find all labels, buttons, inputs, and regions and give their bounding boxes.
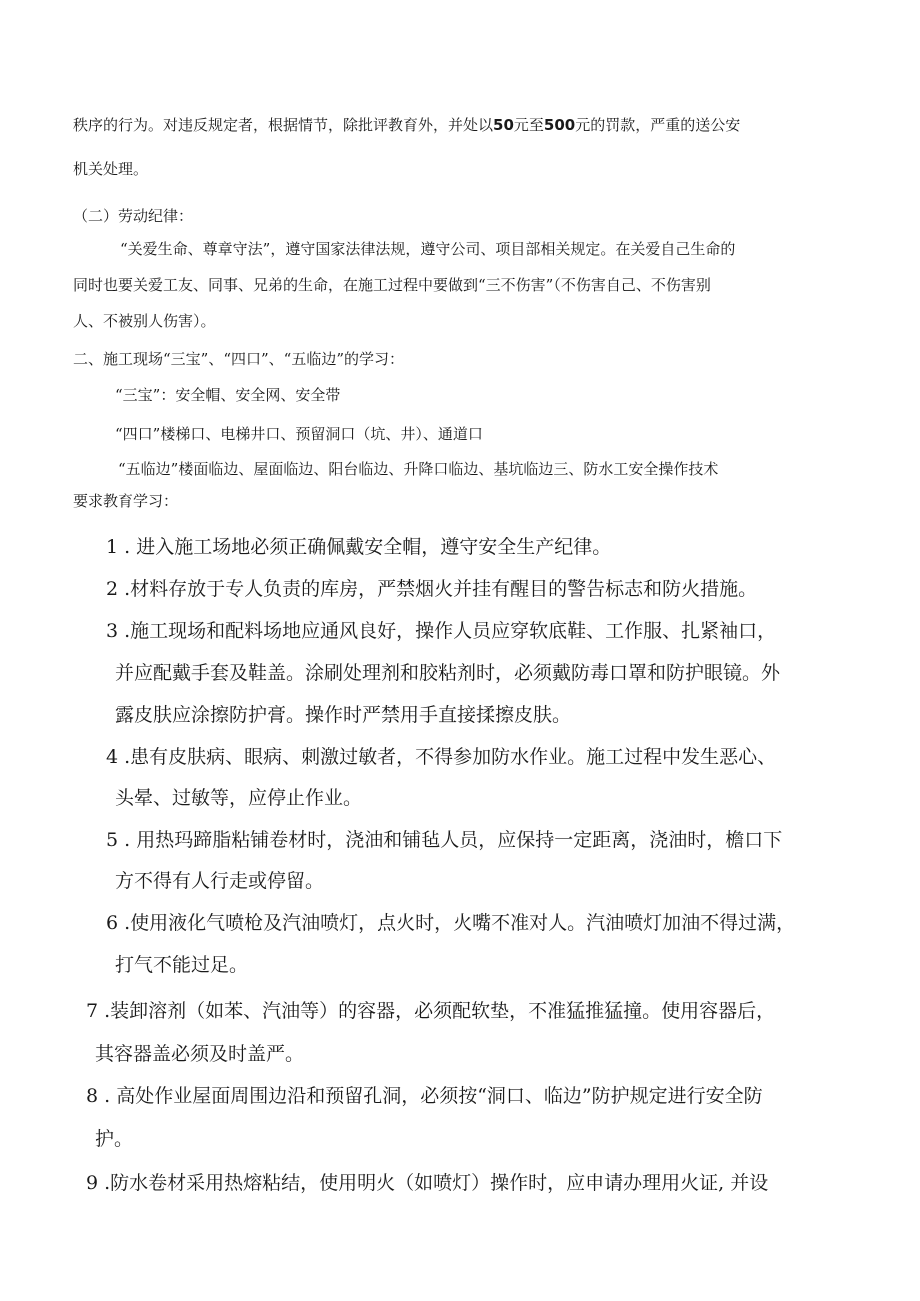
rule-3-line-1: 3 .施工现场和配料场地应通风良好，操作人员应穿软底鞋、工作服、扎紧袖口，: [106, 620, 777, 642]
requirement-line: 要求教育学习：: [73, 492, 179, 510]
labor-para-line-1: “关爱生命、尊章守法”，遵守国家法律法规，遵守公司、项目部相关规定。在关爱自己生命的: [120, 240, 736, 258]
rule-5-line-1: 5 . 用热玛蹄脂粘铺卷材时，浇油和铺毡人员，应保持一定距离，浇油时，檐口下: [106, 829, 783, 851]
intro-line-1: [73, 114, 740, 135]
rule-7-line-1: 7 .装卸溶剂（如苯、汽油等）的容器，必须配软垫，不准猛推猛撞。使用容器后，: [86, 1000, 776, 1022]
rule-4-line-2: 头晕、过敏等，应停止作业。: [115, 787, 363, 809]
rule-5-line-2: 方不得有人行走或停留。: [115, 870, 325, 892]
fine-min-amount: 50: [493, 116, 514, 134]
rule-4-line-1: 4 .患有皮肤病、眼病、刺激过敏者，不得参加防水作业。施工过程中发生恶心、: [106, 746, 777, 768]
wulinbian-line: “五临边”楼面临边、屋面临边、阳台临边、升降口临边、基坑临边三、防水工安全操作技术: [118, 460, 719, 478]
rule-1: 1 . 进入施工场地必须正确佩戴安全帽，遵守安全生产纪律。: [106, 536, 612, 558]
rule-8-line-2: 护。: [95, 1128, 134, 1150]
fine-max-amount: 500: [543, 116, 576, 134]
intro-line-2: 机关处理。: [73, 160, 149, 178]
rule-9-line-1: 9 .防水卷材采用热熔粘结，使用明火（如喷灯）操作时，应申请办理用火证, 并设: [86, 1172, 769, 1194]
rule-6-line-2: 打气不能过足。: [115, 954, 249, 976]
site-heading: 二、施工现场“三宝”、“四口”、“五临边”的学习：: [73, 350, 405, 368]
intro-text-b: 元至: [513, 116, 544, 134]
labor-para-line-2: 同时也要关爱工友、同事、兄弟的生命，在施工过程中要做到“三不伤害”（不伤害自己、不伤害别: [73, 276, 711, 294]
sanbao-line: “三宝”：安全帽、安全网、安全带: [115, 386, 341, 404]
rule-3-line-3: 露皮肤应涂擦防护膏。操作时严禁用手直接揉擦皮肤。: [115, 704, 572, 726]
rule-3-line-2: 并应配戴手套及鞋盖。涂刷处理剂和胶粘剂时，必须戴防毒口罩和防护眼镜。外: [115, 662, 781, 684]
sikou-line: “四口”楼梯口、电梯井口、预留洞口（坑、井）、通道口: [115, 425, 483, 443]
labor-para-line-3: 人、不被别人伤害）。: [73, 312, 216, 330]
intro-text-a: 秩序的行为。对违反规定者，根据情节，除批评教育外，并处以: [73, 116, 494, 134]
rule-2: 2 .材料存放于专人负责的库房，严禁烟火并挂有醒目的警告标志和防火措施。: [106, 578, 758, 600]
labor-heading: （二）劳动纪律：: [73, 207, 194, 225]
intro-text-c: 元的罚款，严重的送公安: [575, 116, 741, 134]
rule-7-line-2: 其容器盖必须及时盖严。: [95, 1043, 305, 1065]
rule-6-line-1: 6 .使用液化气喷枪及汽油喷灯，点火时，火嘴不准对人。汽油喷灯加油不得过满，: [106, 912, 796, 934]
rule-8-line-1: 8 . 高处作业屋面周围边沿和预留孔洞，必须按“洞口、临边”防护规定进行安全防: [86, 1085, 763, 1107]
